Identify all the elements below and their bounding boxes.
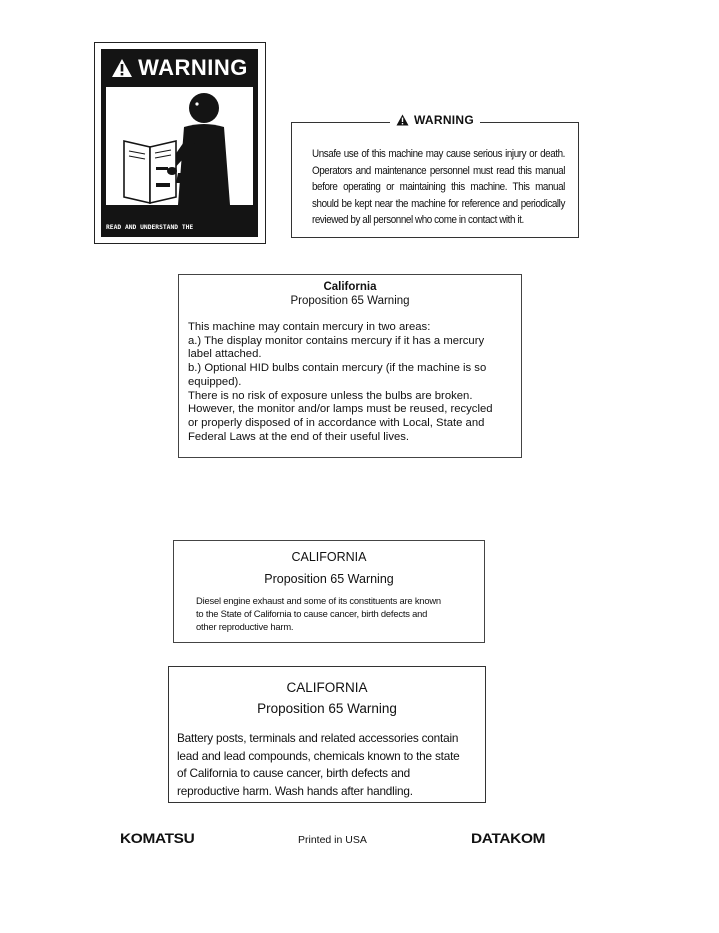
notice-line: other reproductive harm. bbox=[196, 621, 294, 632]
diesel-notice bbox=[173, 540, 485, 643]
notice-line: Battery posts, terminals and related accessories contain bbox=[177, 731, 459, 745]
decal-line: PERFORMING ANY MAINTENANCE. bbox=[106, 290, 209, 298]
notice-line: or properly disposed of in accordance with Local, State and bbox=[188, 416, 485, 429]
notice-line: However, the monitor and/or lamps must be reused, recycled bbox=[188, 403, 493, 416]
notice-subtitle: Proposition 65 Warning bbox=[264, 572, 394, 586]
decal-header-text: WARNING bbox=[138, 55, 248, 80]
datakom-logo: DATAKOM bbox=[471, 830, 546, 846]
decal-line: BEFORE OPERATING VEHICLE OR bbox=[106, 268, 209, 276]
notice-body bbox=[196, 594, 486, 633]
notice-line: This machine may contain mercury in two areas: bbox=[188, 321, 431, 333]
notice-line: reproductive harm. Wash hands after handling. bbox=[177, 783, 413, 798]
warning-decal bbox=[94, 42, 266, 298]
notice-line: of California to cause cancer, birth defects and bbox=[177, 766, 411, 780]
notice-line: Diesel engine exhaust and some of its constituents are known bbox=[196, 595, 441, 606]
notice-body bbox=[177, 730, 483, 800]
printed-in-label: Printed in USA bbox=[298, 834, 367, 846]
decal-panel bbox=[101, 49, 258, 298]
warning-box bbox=[291, 113, 579, 238]
decal-header bbox=[101, 49, 258, 87]
warning-triangle-icon bbox=[396, 114, 409, 126]
notice-line: equipped). bbox=[188, 375, 242, 388]
notice-title: CALIFORNIA bbox=[291, 550, 367, 564]
notice-line: label attached. bbox=[188, 348, 262, 361]
battery-notice bbox=[168, 666, 486, 803]
komatsu-logo: KOMATSU bbox=[120, 830, 195, 846]
notice-title: CALIFORNIA bbox=[286, 680, 368, 695]
decal-line: READ AND UNDERSTAND THE bbox=[106, 223, 194, 231]
person-reading-manual-icon bbox=[106, 87, 253, 205]
warning-box-title: WARNING bbox=[390, 113, 480, 127]
decal-line: OPERATION & MAINTENANCE MANUAL bbox=[106, 246, 220, 254]
notice-subtitle: Proposition 65 Warning bbox=[257, 701, 397, 716]
notice-subtitle: Proposition 65 Warning bbox=[290, 295, 410, 307]
notice-line: Federal Laws at the end of their useful lives. bbox=[188, 430, 410, 443]
notice-line: a.) The display monitor contains mercury if it has a mercury bbox=[188, 334, 485, 347]
notice-title: California bbox=[323, 281, 377, 293]
mercury-notice bbox=[178, 274, 522, 458]
notice-line: b.) Optional HID bulbs contain mercury (if the machine is so bbox=[188, 362, 487, 375]
notice-line: to the State of California to cause cancer, birth defects and bbox=[196, 608, 428, 619]
decal-picture bbox=[106, 87, 253, 205]
notice-line: lead and lead compounds, chemicals known to the state bbox=[177, 748, 460, 763]
notice-body bbox=[188, 321, 513, 444]
notice-line: There is no risk of exposure unless the bulbs are broken. bbox=[188, 389, 473, 402]
warning-triangle-icon bbox=[111, 58, 133, 78]
warning-box-body: Unsafe use of this machine may cause serious injury or death. Operators and maintenance personnel must read this manual before operating or maintaining this machine. This manual should be kept near the machine for reference and periodically reviewed by all personnel who come in contact with it. bbox=[312, 148, 565, 226]
